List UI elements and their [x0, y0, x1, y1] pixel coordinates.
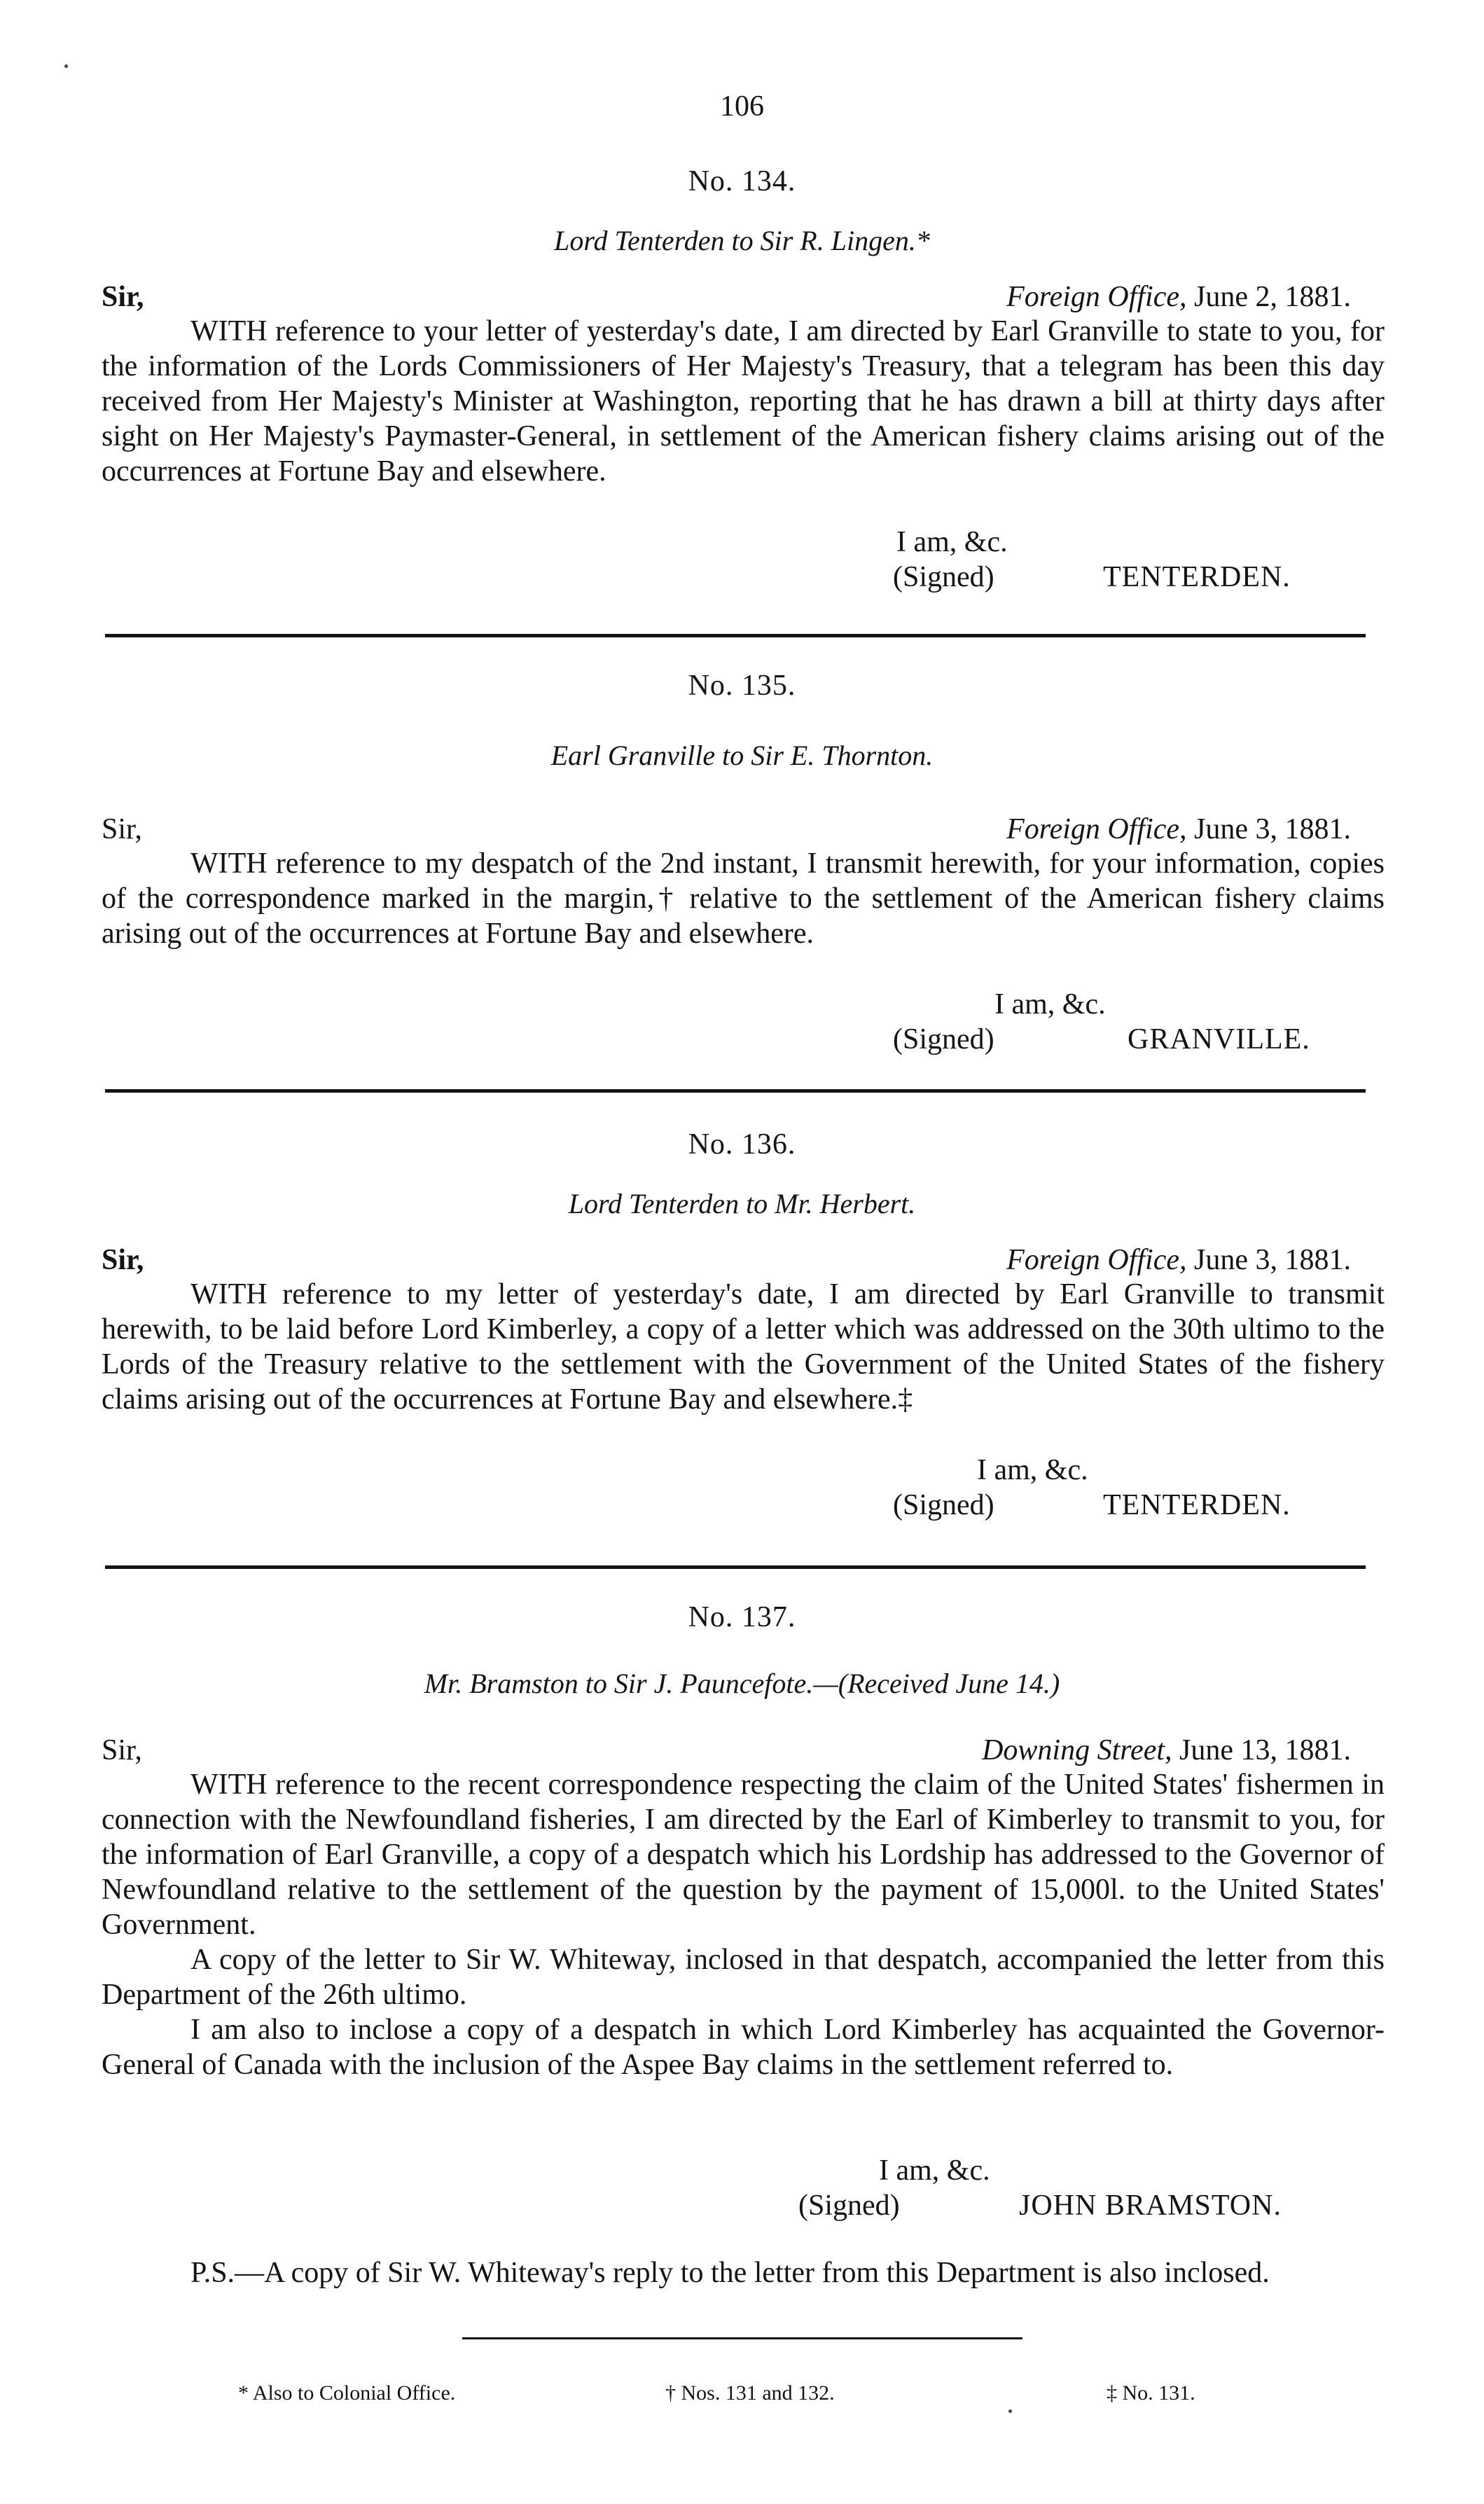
- letter-137-date: June 13, 1881.: [1179, 1734, 1351, 1766]
- letter-137-number: No. 137.: [688, 1601, 796, 1633]
- letter-134-signer: TENTERDEN.: [1103, 561, 1291, 593]
- letter-135-signer: GRANVILLE.: [1128, 1023, 1310, 1056]
- letter-135-title: Earl Granville to Sir E. Thornton.: [550, 740, 934, 771]
- letter-136-date: June 3, 1881.: [1194, 1244, 1351, 1276]
- letter-135-body: [102, 846, 1385, 951]
- letter-136-signed-label: (Signed): [893, 1489, 994, 1521]
- letter-135-closing: I am, &c.: [994, 988, 1106, 1021]
- letter-136-closing: I am, &c.: [977, 1454, 1088, 1486]
- letter-134-dateline: [1006, 280, 1351, 314]
- section-divider: [105, 634, 1366, 637]
- letter-137-place: Downing Street,: [982, 1734, 1172, 1766]
- letter-136-salutation: Sir,: [102, 1244, 144, 1276]
- letter-134-closing: I am, &c.: [896, 526, 1008, 558]
- letter-135-place: Foreign Office,: [1006, 813, 1187, 845]
- letter-137-title: Mr. Bramston to Sir J. Pauncefote.—(Received June 14.): [424, 1668, 1060, 1699]
- letter-134-salutation: Sir,: [102, 281, 144, 313]
- letter-135-signed-label: (Signed): [893, 1023, 994, 1056]
- letter-137-paragraph: WITH reference to the recent correspondence respecting the claim of the United States' fishermen in connection with the Newfoundland fisheries, I am directed by the Earl of Kimberley to transmit to you, for the information of Earl Granville, a copy of a despatch which his Lordship has addressed to the Governor of Newfoundland relative to the settlement of the question by the payment of 15,000l. to the United States' Government.: [102, 1769, 1385, 1941]
- footnote-colonial-office: * Also to Colonial Office.: [238, 2381, 456, 2405]
- letter-137-paragraph: I am also to inclose a copy of a despatch in which Lord Kimberley has acquainted the Governor-General of Canada with the inclusion of the Aspee Bay claims in the settlement referred to.: [102, 2014, 1385, 2081]
- letter-134-signed-label: (Signed): [893, 561, 994, 593]
- section-divider: [105, 1089, 1366, 1093]
- section-divider: [105, 1565, 1366, 1569]
- letter-136-title: Lord Tenterden to Mr. Herbert.: [568, 1188, 916, 1219]
- letter-136-signer: TENTERDEN.: [1103, 1489, 1291, 1521]
- letter-134-paragraph: WITH reference to your letter of yesterday's date, I am directed by Earl Granville to state to you, for the information of the Lords Commissioners of Her Majesty's Treasury, that a telegram has been this day received from Her Majesty's Minister at Washington, reporting that he has drawn a bill at thirty days after sight on Her Majesty's Paymaster-General, in settlement of the American fishery claims arising out of the occurrences at Fortune Bay and elsewhere.: [102, 315, 1385, 487]
- letter-134-date: June 2, 1881.: [1194, 281, 1351, 313]
- letter-134-place: Foreign Office,: [1006, 281, 1187, 313]
- footnote-divider: [462, 2337, 1022, 2339]
- page-number: 106: [720, 90, 764, 123]
- letter-137-postscript-block: [102, 2255, 1385, 2290]
- letter-137-salutation: Sir,: [102, 1734, 142, 1766]
- letter-137-closing: I am, &c.: [879, 2154, 990, 2187]
- footnote-no-131: ‡ No. 131.: [1107, 2381, 1195, 2405]
- letter-136-body: [102, 1277, 1385, 1417]
- footnote-nos-131-132: † Nos. 131 and 132.: [665, 2381, 835, 2405]
- letter-134-body: [102, 314, 1385, 489]
- letter-137-paragraph: A copy of the letter to Sir W. Whiteway, inclosed in that despatch, accompanied the letter from this Department of the 26th ultimo.: [102, 1944, 1385, 2011]
- letter-136-dateline: [1006, 1243, 1351, 1277]
- letter-134-number: No. 134.: [688, 165, 796, 198]
- letter-137-signer: JOHN BRAMSTON.: [1019, 2190, 1282, 2222]
- letter-137-postscript: P.S.—A copy of Sir W. Whiteway's reply to the letter from this Department is also inclosed.: [190, 2257, 1270, 2289]
- letter-135-date: June 3, 1881.: [1194, 813, 1351, 845]
- letter-136-paragraph: WITH reference to my letter of yesterday's date, I am directed by Earl Granville to transmit herewith, to be laid before Lord Kimberley, a copy of a letter which was addressed on the 30th ultimo to the Lords of the Treasury relative to the settlement with the Government of the United States of the fishery claims arising out of the occurrences at Fortune Bay and elsewhere.‡: [102, 1278, 1385, 1416]
- letter-135-salutation: Sir,: [102, 813, 142, 845]
- letter-136-place: Foreign Office,: [1006, 1244, 1187, 1276]
- letter-136-number: No. 136.: [688, 1128, 796, 1161]
- letter-137-body: [102, 1767, 1385, 2082]
- letter-135-number: No. 135.: [688, 670, 796, 702]
- letter-137-dateline: [982, 1734, 1351, 1767]
- print-speck: [1008, 2409, 1012, 2413]
- print-speck: [64, 64, 68, 68]
- letter-135-paragraph: WITH reference to my despatch of the 2nd instant, I transmit herewith, for your information, copies of the correspondence marked in the margin,† relative to the settlement of the American fishery claims arising out of the occurrences at Fortune Bay and elsewhere.: [102, 848, 1385, 950]
- letter-135-dateline: [1006, 812, 1351, 846]
- letter-134-title: Lord Tenterden to Sir R. Lingen.*: [554, 225, 930, 256]
- letter-137-signed-label: (Signed): [798, 2190, 900, 2222]
